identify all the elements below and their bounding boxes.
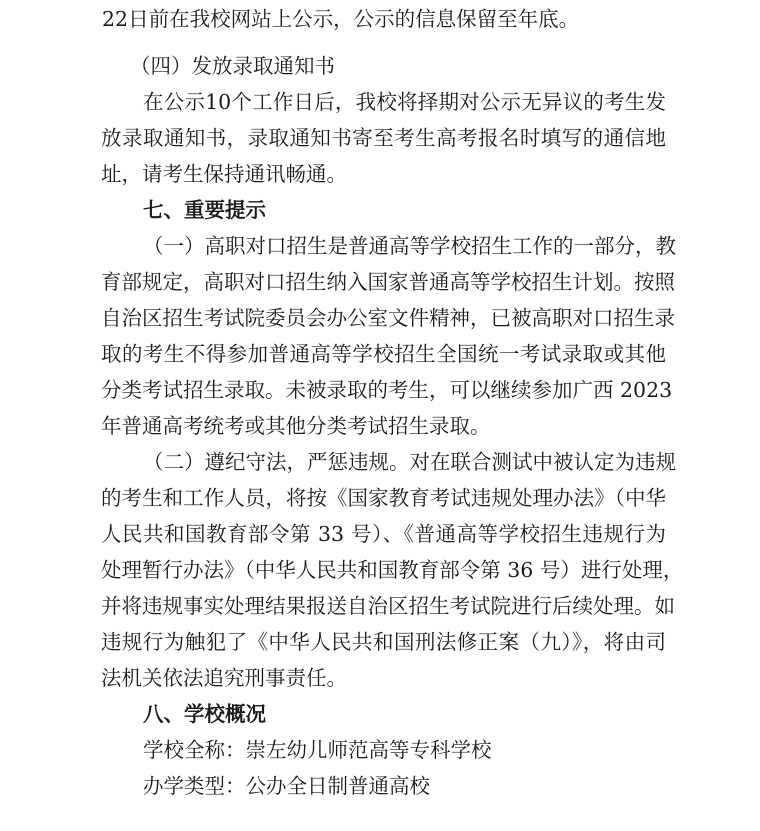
school-type: 办学类型：公办全日制普通高校 [143,774,430,798]
paragraph-line: 自治区招生考试院委员会办公室文件精神，已被高职对口招生录 [101,306,675,330]
paragraph-line: （二）遵纪守法，严惩违规。对在联合测试中被认定为违规 [143,450,676,474]
paragraph-line: 取的考生不得参加普通高等学校招生全国统一考试录取或其他 [101,342,666,366]
paragraph-line: 并将违规事实处理结果报送自治区招生考试院进行后续处理。如 [101,594,675,618]
paragraph-line: 法机关依法追究刑事责任。 [101,666,347,690]
paragraph-line: 育部规定，高职对口招生纳入国家普通高等学校招生计划。按照 [101,270,675,294]
paragraph-line: 处理暂行办法》（中华人民共和国教育部令第 36 号）进行处理， [101,558,684,582]
paragraph-line: 违规行为触犯了《中华人民共和国刑法修正案（九）》，将由司 [101,630,666,654]
section-heading-school-overview: 八、学校概况 [143,702,266,726]
paragraph-line: （一）高职对口招生是普通高等学校招生工作的一部分，教 [143,234,676,258]
section-heading-important-notes: 七、重要提示 [143,198,266,222]
paragraph-tail: 22日前在我校网站上公示，公示的信息保留至年底。 [102,7,580,31]
subheading-issue-admission-notice: （四）发放录取通知书 [130,54,335,78]
paragraph-line: 年普通高考统考或其他分类考试招生录取。 [101,414,491,438]
school-full-name: 学校全称：崇左幼儿师范高等专科学校 [143,738,492,762]
paragraph-line: 的考生和工作人员，将按《国家教育考试违规处理办法》（中华 [101,486,666,510]
paragraph-line: 分类考试招生录取。未被录取的考生，可以继续参加广西 2023 [101,378,673,402]
paragraph-line: 放录取通知书，录取通知书寄至考生高考报名时填写的通信地 [101,126,666,150]
paragraph-line: 人民共和国教育部令第 33 号）、《普通高等学校招生违规行为 [101,522,666,546]
paragraph-line: 在公示10个工作日后，我校将择期对公示无异议的考生发 [143,90,666,114]
paragraph-line: 址，请考生保持通讯畅通。 [101,162,347,186]
